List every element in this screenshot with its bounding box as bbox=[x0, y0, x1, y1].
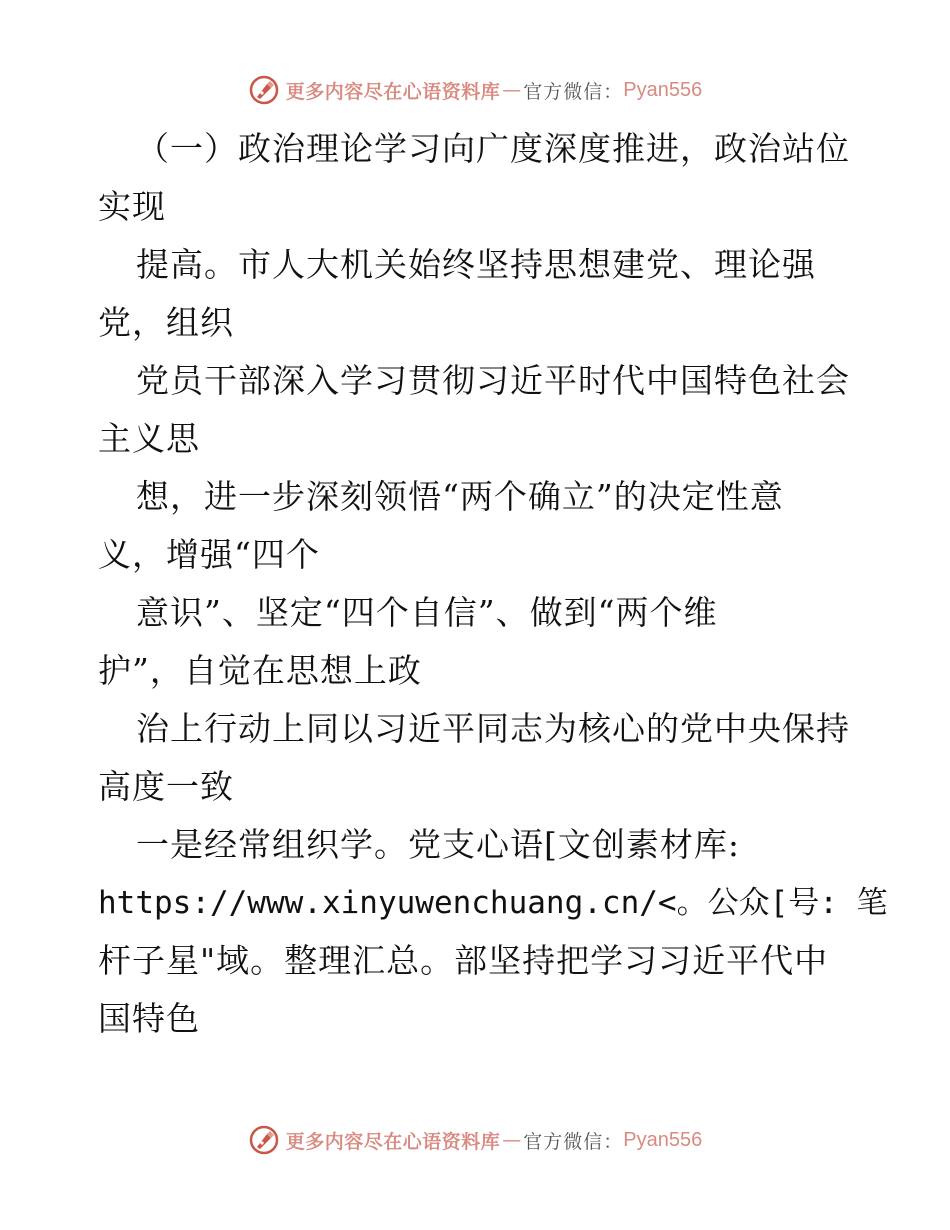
body-line: 高度一致 bbox=[98, 767, 234, 806]
pen-nib-icon bbox=[248, 1124, 280, 1156]
body-line: 杆子星"域。整理汇总。部坚持把学习习近平代中 bbox=[98, 941, 829, 980]
pen-nib-icon bbox=[248, 74, 280, 106]
watermark-handle: Pyan556 bbox=[623, 78, 703, 101]
body-line: 意识”、坚定“四个自信”、做到“两个维 bbox=[136, 593, 718, 632]
body-line: 治上行动上同以习近平同志为核心的党中央保持 bbox=[136, 709, 850, 748]
watermark-handle: Pyan556 bbox=[623, 1128, 703, 1151]
watermark-separator: — bbox=[502, 79, 522, 101]
body-line: 党员干部深入学习贯彻习近平时代中国特色社会 bbox=[136, 361, 850, 400]
watermark-brand: 更多内容尽在心语资料库 bbox=[285, 80, 501, 103]
body-line: 义，增强“四个 bbox=[98, 535, 320, 574]
body-line-url: https://www.xinyuwenchuang.cn/<。公众[号: 笔 bbox=[98, 885, 888, 921]
body-line: 主义思 bbox=[98, 419, 200, 458]
body-line: 实现 bbox=[98, 187, 166, 226]
watermark-wechat-label: 官方微信： bbox=[523, 80, 624, 103]
body-line: 提高。市人大机关始终坚持思想建党、理论强 bbox=[136, 245, 816, 284]
body-line: 一是经常组织学。党支心语[文创素材库: bbox=[136, 825, 740, 864]
body-line: （一）政治理论学习向广度深度推进，政治站位 bbox=[136, 129, 850, 168]
body-line: 党，组织 bbox=[98, 303, 234, 342]
footer-watermark bbox=[0, 1120, 950, 1160]
header-watermark bbox=[0, 70, 950, 110]
body-line: 国特色 bbox=[98, 999, 200, 1038]
watermark-separator: — bbox=[502, 1129, 522, 1151]
body-line: 护”，自觉在思想上政 bbox=[98, 651, 422, 690]
body-line: 想，进一步深刻领悟“两个确立”的决定性意 bbox=[136, 477, 784, 516]
watermark-wechat-label: 官方微信： bbox=[523, 1130, 624, 1153]
document-body bbox=[98, 120, 888, 1048]
watermark-brand: 更多内容尽在心语资料库 bbox=[285, 1130, 501, 1153]
